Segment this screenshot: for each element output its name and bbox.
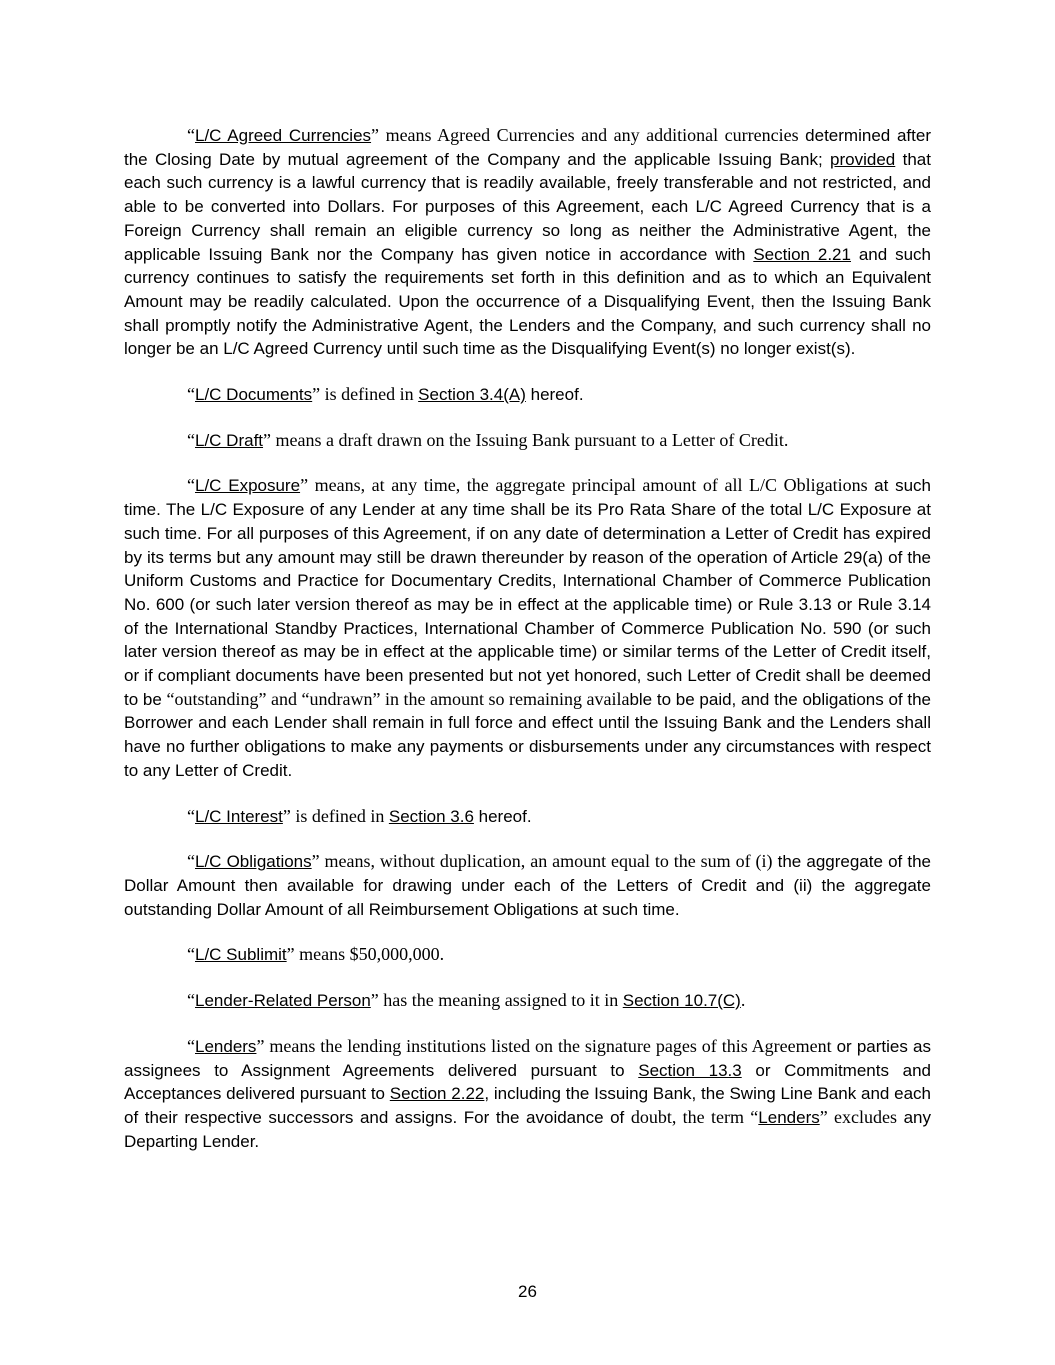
defined-term: Lenders	[195, 1036, 257, 1056]
quote: “	[187, 475, 195, 496]
definition-body: or parties as assignees to Assignment Agreements delivered pursuant to	[124, 1036, 932, 1080]
quote: “	[187, 429, 195, 450]
definition-lead: ” means, without duplication, an amount equal to the sum of (i)	[311, 851, 773, 872]
defined-term: L/C Interest	[195, 806, 283, 826]
definition-lenders	[124, 1035, 931, 1154]
definition-lead: ” means the lending institutions listed on the signature pages of this Agreement	[256, 1035, 832, 1056]
definition-body: determined after the Closing Date by mutual agreement of the Company and the applicable Issuing Bank;	[124, 126, 931, 169]
provided-word: provided	[830, 149, 896, 169]
definition-lead: ” is defined in	[312, 384, 419, 405]
section-reference: Section 10.7(C)	[622, 991, 741, 1011]
section-reference: Section 2.21	[753, 244, 851, 264]
quote: “	[187, 384, 195, 405]
section-reference: Section 3.6	[388, 806, 474, 826]
definition-body: , including the Issuing Bank, the Swing Line Bank and each of their respective successors and assigns. For the avoidance of	[124, 1084, 931, 1127]
defined-term: L/C Documents	[195, 385, 313, 405]
definition-lc-draft	[124, 429, 931, 453]
definition-lc-interest	[124, 805, 931, 829]
definition-lc-exposure	[124, 474, 931, 782]
defined-term: L/C Sublimit	[195, 945, 287, 965]
quote: “	[187, 851, 195, 872]
definition-lc-agreed-currencies	[124, 124, 931, 361]
defined-term: L/C Draft	[195, 430, 264, 450]
definition-tail: .	[740, 990, 746, 1011]
defined-term: Lenders	[758, 1107, 820, 1127]
quote: “	[187, 944, 195, 965]
definition-lc-documents	[124, 383, 931, 407]
definition-body: or Commitments and Acceptances delivered pursuant to	[124, 1060, 931, 1104]
quote: “	[187, 125, 195, 145]
section-reference: Section 13.3	[638, 1060, 742, 1080]
definition-body-serif: ” excludes	[819, 1106, 898, 1127]
definition-lc-obligations	[124, 850, 931, 921]
definition-lead: ” means a draft drawn on the Issuing Bank pursuant to a Letter of Credit.	[263, 429, 789, 450]
definition-body: that each such currency is a lawful currency that is readily available, freely transferable and not restricted, and able to be converted into Dollars. For purposes of this Agreement, each L/C Agreed Currency that is a Foreign Currency shall remain an eligible currency so long as neither the Administrative Agent, the applicable Issuing Bank nor the Company has given notice in accordance with	[124, 149, 931, 264]
definition-body: and such currency continues to satisfy the requirements set forth in this definition and as to which an Equivalent Amount may be readily calculated. Upon the occurrence of a Disqualifying Event, then the Issuing Bank shall promptly notify the Administrative Agent, the Lenders and the Company, and such currency shall no longer be an L/C Agreed Currency until such time as the Disqualifying Event(s) no longer exist(s).	[124, 244, 931, 359]
defined-term: L/C Agreed Currencies	[195, 126, 372, 145]
defined-term: L/C Exposure	[195, 476, 301, 496]
page-number: 26	[518, 1282, 537, 1301]
quote: “	[187, 1035, 195, 1056]
definition-lead: ” means, at any time, the aggregate principal amount of all L/C Obligations	[300, 475, 868, 496]
section-reference: Section 2.22	[389, 1084, 485, 1104]
definition-body-serif: doubt, the term “	[630, 1106, 759, 1127]
definition-body: the aggregate of the Dollar Amount then available for drawing under each of the Letters of Credit and (ii) the aggregate outstanding Dollar Amount of all Reimbursement Obligations at such time.	[124, 852, 931, 919]
defined-term: Lender-Related Person	[195, 991, 371, 1011]
definition-lead: ” has the meaning assigned to it in	[370, 990, 623, 1011]
quote: “	[187, 805, 195, 826]
definition-body: any Departing Lender.	[124, 1107, 931, 1151]
definition-body: at such time. The L/C Exposure of any Lender at any time shall be its Pro Rata Share of the total L/C Exposure at such time. For all purposes of this Agreement, if on any date of determination a Letter of Credit has expired by its terms but any amount may still be drawn thereunder by reason of the operation of Article 29(a) of the Uniform Customs and Practice for Documentary Credits, International Chamber of Commerce Publication No. 600 (or such later version thereof as may be in effect at the applicable time) or Rule 3.13 or Rule 3.14 of the International Standby Practices, International Chamber of Commerce Publication No. 590 (or such later version thereof as may be in effect at the applicable time) or similar terms of the Letter of Credit itself, or if compliant documents have been presented but not yet honored, such Letter of Credit shall be deemed to be	[124, 476, 932, 709]
definition-lead: ” means Agreed Currencies and any additional currencies	[371, 125, 799, 145]
definition-lender-related-person	[124, 989, 931, 1013]
definition-tail: hereof.	[525, 385, 584, 405]
definition-lead: ” means $50,000,000.	[286, 944, 445, 965]
quote: “	[187, 990, 195, 1011]
section-reference: Section 3.4(A)	[418, 385, 526, 405]
document-page	[124, 124, 931, 1175]
definition-lead: ” is defined in	[282, 805, 389, 826]
definition-lc-sublimit	[124, 943, 931, 967]
defined-term: L/C Obligations	[195, 852, 312, 872]
definition-body-serif: “outstanding” and “undrawn” in the amount so remaining availa	[166, 688, 630, 709]
definition-tail: hereof.	[473, 806, 532, 826]
definition-body: ble to be paid, and the obligations of the Borrower and each Lender shall remain in full force and effect until the Issuing Bank and the Lenders shall have no further obligations to make any payments or disbursements under any circumstances with respect to any Letter of Credit.	[124, 689, 931, 780]
